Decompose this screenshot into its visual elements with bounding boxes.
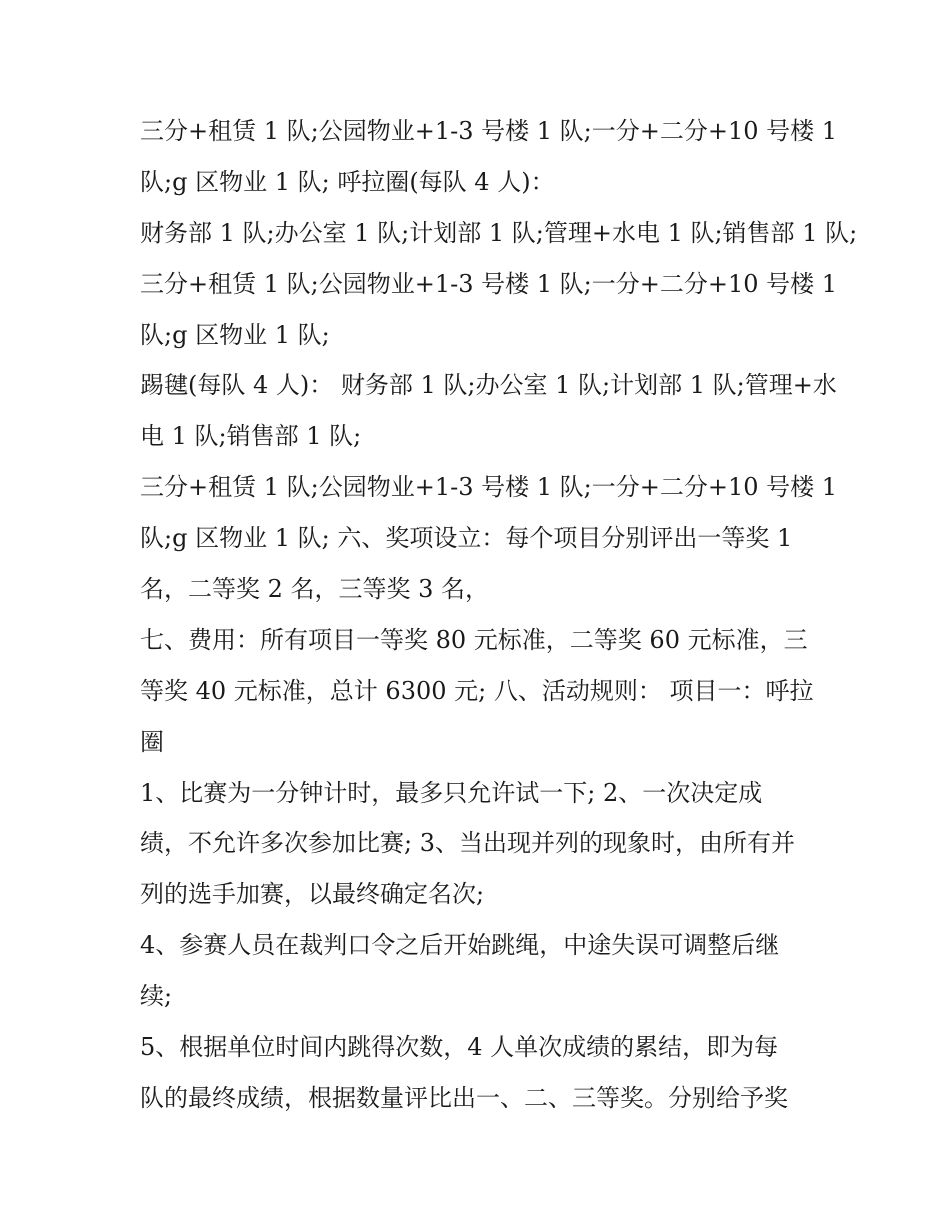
text-line: 队;g 区物业 1 队; 呼拉圈(每队 4 人)： (140, 167, 555, 196)
text-line: 5、根据单位时间内跳得次数，4 人单次成绩的累结，即为每 (140, 1033, 779, 1062)
text-line: 圈 (140, 727, 164, 756)
text-line: 1、比赛为一分钟计时，最多只允许试一下; 2、一次决定成 (140, 778, 763, 807)
text-line: 三分+租赁 1 队;公园物业+1-3 号楼 1 队;一分+二分+10 号楼 1 (140, 473, 838, 502)
text-line: 队;g 区物业 1 队; 六、奖项设立：每个项目分别评出一等奖 1 (140, 524, 793, 553)
text-line: 续; (140, 982, 173, 1011)
text-line: 绩，不允许多次参加比赛; 3、当出现并列的现象时，由所有并 (140, 829, 795, 858)
text-line: 队;g 区物业 1 队; (140, 320, 330, 349)
text-line: 财务部 1 队;办公室 1 队;计划部 1 队;管理+水电 1 队;销售部 1 队; (140, 218, 858, 247)
text-line: 4、参赛人员在裁判口令之后开始跳绳，中途失误可调整后继 (140, 931, 780, 960)
text-line: 三分+租赁 1 队;公园物业+1-3 号楼 1 队;一分+二分+10 号楼 1 (140, 269, 838, 298)
text-line: 电 1 队;销售部 1 队; (140, 422, 362, 451)
text-line: 名，二等奖 2 名，三等奖 3 名， (140, 575, 490, 604)
text-line: 三分+租赁 1 队;公园物业+1-3 号楼 1 队;一分+二分+10 号楼 1 (140, 117, 838, 145)
text-line: 队的最终成绩，根据数量评比出一、二、三等奖。分别给予奖 (140, 1083, 788, 1112)
text-line: 踢毽(每队 4 人)： 财务部 1 队;办公室 1 队;计划部 1 队;管理+水 (140, 371, 837, 400)
document-body (140, 106, 858, 1124)
text-line: 七、费用：所有项目一等奖 80 元标准，二等奖 60 元标准，三 (140, 625, 808, 654)
text-line: 列的选手加赛，以最终确定名次; (140, 880, 485, 909)
text-line: 等奖 40 元标准，总计 6300 元; 八、活动规则： 项目一：呼拉 (140, 676, 814, 705)
